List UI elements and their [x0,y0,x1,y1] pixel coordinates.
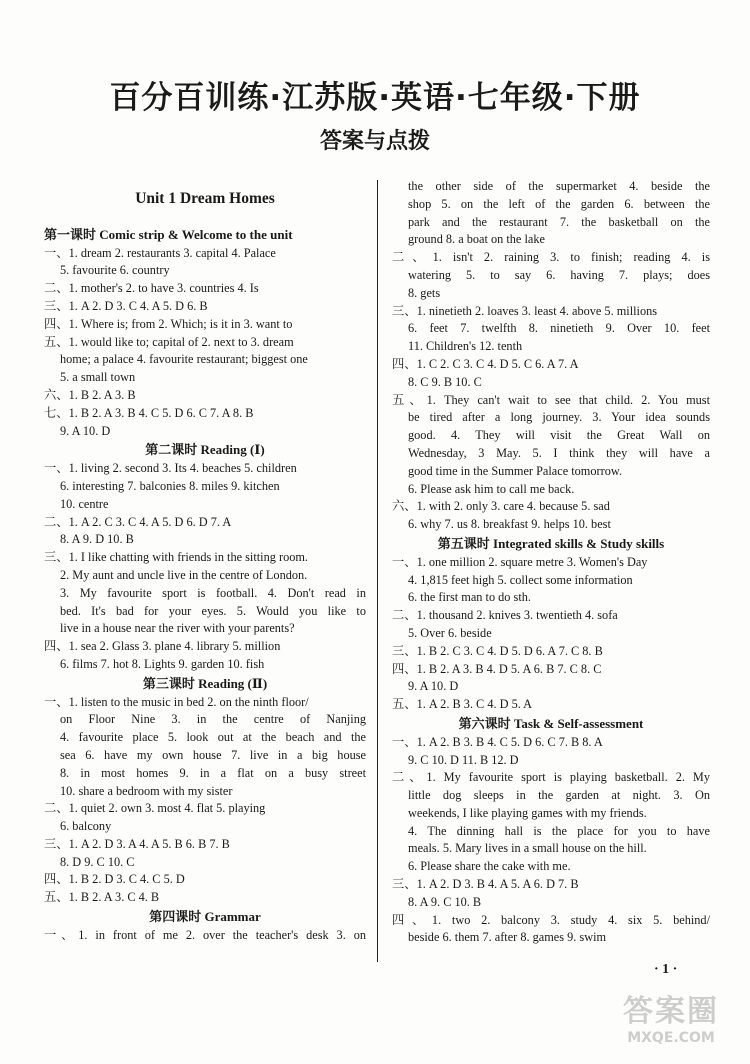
answer-line: 6. feet 7. twelfth 8. ninetieth 9. Over 10. feet [408,321,710,336]
right-column [392,178,710,947]
answer-line: 三、1. B 2. C 3. C 4. D 5. D 6. A 7. C 8. B [392,643,603,658]
answer-line: 8. D 9. C 10. C [60,854,135,869]
answer-line: 6. Please share the cake with me. [408,859,571,874]
answer-line: 四、1. B 2. A 3. B 4. D 5. A 6. B 7. C 8. C [392,661,602,676]
answer-line: 6. Please ask him to call me back. [408,481,575,496]
answer-line: 一、1. listen to the music in bed 2. on the ninth floor/ [44,694,309,709]
answer-line: ground 8. a boat on the lake [408,232,545,247]
answer-line: 5. a small town [60,370,136,385]
section-heading: 第一课时 Comic strip & Welcome to the unit [44,226,293,242]
answer-line: on Floor Nine 3. in the centre of Nanjing [60,712,366,727]
answer-line: 四、1. B 2. D 3. C 4. C 5. D [44,872,185,887]
answer-line: 一、1. living 2. second 3. Its 4. beaches 5. children [44,461,297,476]
answer-line: 二、1. My favourite sport is playing basketball. 2. My [392,770,710,785]
answer-line: 三、1. I like chatting with friends in the sitting room. [44,550,309,565]
answer-line: 四、1. Where is; from 2. Which; is it in 3. want to [44,316,293,331]
answer-line: 6. why 7. us 8. breakfast 9. helps 10. best [408,517,611,532]
answer-line: good. 4. They will visit the Great Wall on [408,428,710,443]
answer-line: 五、1. would like to; capital of 2. next to 3. dream [44,334,294,349]
watermark-url: MXQE.COM [627,1030,715,1046]
answer-line: 四、1. C 2. C 3. C 4. D 5. C 6. A 7. A [392,356,579,371]
answer-line: 三、1. ninetieth 2. loaves 3. least 4. above 5. millions [392,303,658,318]
answer-line: 五、1. They can't wait to see that child. 2. You must [392,392,710,407]
answer-line: 6. balcony [60,819,112,834]
section-heading: 第四课时 Grammar [149,909,261,925]
answer-line: 6. films 7. hot 8. Lights 9. garden 10. fish [60,656,265,671]
section-heading: 第六课时 Task & Self-assessment [458,715,644,731]
answer-line: 9. A 10. D [408,679,459,694]
answer-line: 11. Children's 12. tenth [408,339,523,354]
unit-title: Unit 1 Dream Homes [135,190,275,207]
answer-line: 4. The dinning hall is the place for you to have [408,823,710,838]
page-subtitle: 答案与点拨 [319,129,430,154]
answer-line: Wednesday, 3 May. 5. I think they will have a [408,445,710,460]
answer-line: 9. A 10. D [60,423,111,438]
answer-line: home; a palace 4. favourite restaurant; biggest one [60,352,308,367]
answer-line: 二、1. thousand 2. knives 3. twentieth 4. sofa [392,608,618,623]
answer-line: 8. A 9. C 10. B [408,894,482,909]
answer-line: sea 6. have my own house 7. live in a big house [60,747,366,762]
answer-line: 8. C 9. B 10. C [408,374,482,389]
left-column [44,178,366,945]
answer-line: 8. gets [408,285,441,300]
answer-line: shop 5. on the left of the garden 6. between the [408,196,710,211]
answer-line: 五、1. A 2. B 3. C 4. D 5. A [392,697,533,712]
answer-line: 一、1. in front of me 2. over the teacher's desk 3. on [44,927,366,942]
answer-line: bed. It's bad for your eyes. 5. Would you like to [60,603,366,618]
answer-line: 三、1. A 2. D 3. A 4. A 5. B 6. B 7. B [44,836,230,851]
section-heading: 第三课时 Reading (Ⅱ) [142,675,268,691]
answer-line: 二、1. A 2. C 3. C 4. A 5. D 6. D 7. A [44,514,232,529]
answer-line: 4. favourite place 5. look out at the beach and the [60,730,366,745]
answer-line: 10. centre [60,496,109,511]
answer-line: 四、1. two 2. balcony 3. study 4. six 5. behind/ [392,912,710,927]
answer-line: 二、1. isn't 2. raining 3. to finish; reading 4. is [392,250,710,265]
answer-line: 6. interesting 7. balconies 8. miles 9. kitchen [60,478,280,493]
answer-line: 8. in most homes 9. in a flat on a busy street [60,765,366,780]
answer-line: watering 5. to say 6. having 7. plays; does [408,267,710,282]
answer-line: 四、1. sea 2. Glass 3. plane 4. library 5. million [44,639,281,654]
answer-line: live in a house near the river with your parents? [60,621,295,636]
answer-line: 三、1. A 2. D 3. C 4. A 5. D 6. B [44,298,208,313]
answer-line: 三、1. A 2. D 3. B 4. A 5. A 6. D 7. B [392,877,579,892]
answer-line: be tired after a long journey. 3. Your idea sounds [408,410,710,425]
page-number: · 1 · [654,962,678,977]
answer-line: 五、1. B 2. A 3. C 4. B [44,890,160,905]
column-divider [377,180,378,962]
answer-line: 3. My favourite sport is football. 4. Don't read in [60,585,366,600]
answer-line: 二、1. quiet 2. own 3. most 4. flat 5. playing [44,801,266,816]
answer-line: beside 6. them 7. after 8. games 9. swim [408,930,607,945]
answer-line: weekends, I like playing games with my friends. [408,805,647,820]
answer-line: 六、1. B 2. A 3. B [44,387,136,402]
section-heading: 第五课时 Integrated skills & Study skills [437,535,665,551]
answer-line: 二、1. mother's 2. to have 3. countries 4. Is [44,281,259,296]
watermark-logo: 答案圈 [623,994,719,1029]
answer-line: little dog sleeps in the garden at night. 3. On [408,788,710,803]
answer-line: 六、1. with 2. only 3. care 4. because 5. sad [392,499,610,514]
answer-line: 2. My aunt and uncle live in the centre of London. [60,567,308,582]
answer-line: 6. the first man to do sth. [408,590,531,605]
answer-line: 8. A 9. D 10. B [60,532,134,547]
answer-line: the other side of the supermarket 4. beside the [408,179,710,193]
answer-line: park and the restaurant 7. the basketball on the [408,214,710,229]
answer-line: meals. 5. Mary lives in a small house on the hill. [408,841,647,856]
answer-line: 一、1. one million 2. square metre 3. Women's Day [392,554,648,569]
section-heading: 第二课时 Reading (Ⅰ) [145,442,265,458]
answer-line: 5. Over 6. beside [408,625,492,640]
answer-line: 一、1. dream 2. restaurants 3. capital 4. Palace [44,245,276,260]
watermark [606,986,736,1056]
answer-line: good time in the Summer Palace tomorrow. [408,463,623,478]
answer-line: 一、1. A 2. B 3. B 4. C 5. D 6. C 7. B 8. A [392,734,603,749]
answer-line: 9. C 10. D 11. B 12. D [408,752,519,767]
answer-line: 4. 1,815 feet high 5. collect some information [408,572,633,587]
page-title: 百分百训练·江苏版·英语·七年级·下册 [109,80,641,116]
answer-line: 七、1. B 2. A 3. B 4. C 5. D 6. C 7. A 8. B [44,405,254,420]
answer-line: 5. favourite 6. country [60,263,170,278]
answer-line: 10. share a bedroom with my sister [60,783,233,798]
